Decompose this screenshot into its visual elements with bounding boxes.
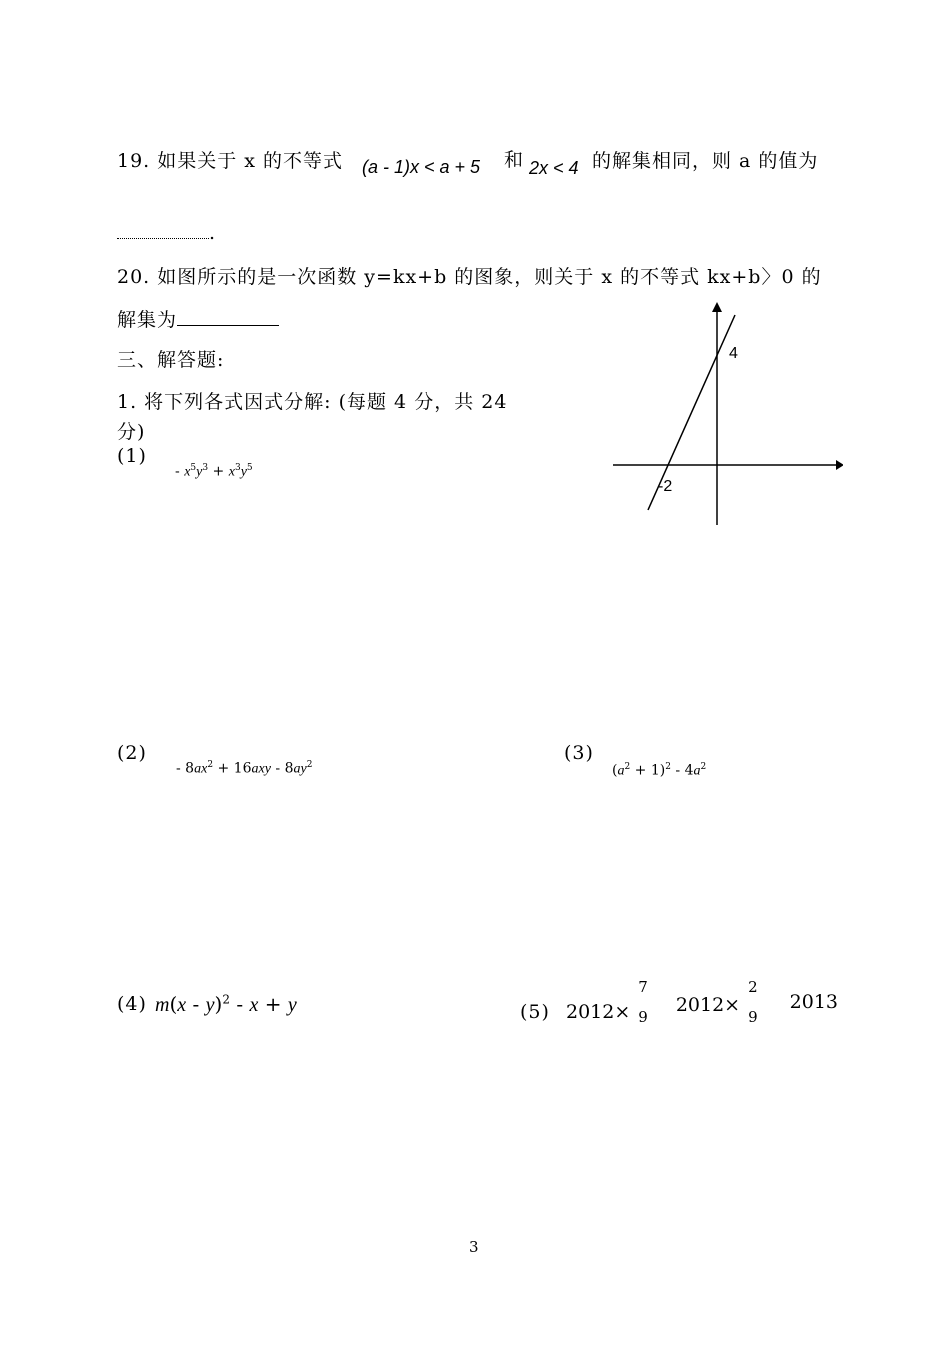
item-5-fraction-2-num: 2: [748, 978, 758, 996]
q19-blank: [117, 224, 209, 239]
item-5-fraction-1-num: 7: [638, 978, 648, 996]
label-x-intercept: -2: [658, 478, 673, 495]
item-1-expression: - $x^5y^3 + x^3y^5$: [175, 463, 253, 480]
label-y-intercept: 4: [729, 345, 738, 362]
item-5-fraction-1: [638, 978, 648, 1026]
q19-inequality-1: (a - 1)x < a + 5: [362, 157, 481, 177]
q19-prefix: 19. 如果关于 x 的不等式: [117, 150, 344, 172]
q20-line-2-text: 解集为: [117, 309, 178, 331]
q19-inequality-2: 2x < 4: [529, 158, 579, 178]
q19-suffix: 的解集相同，则 a 的值为: [592, 150, 819, 172]
linear-function-graph: [608, 300, 843, 530]
item-4-label: (4): [117, 993, 147, 1015]
item-5-term-a: 2012×: [566, 1001, 631, 1023]
q19-answer-line: [117, 222, 216, 244]
item-1-label: (1): [117, 445, 147, 467]
q20-blank: [177, 311, 279, 326]
item-5-expression: [566, 978, 838, 1026]
problem-1-intro-line-2: 分): [117, 421, 146, 443]
problem-1-intro-line-1: 1. 将下列各式因式分解: (每题 4 分，共 24: [117, 391, 508, 413]
page-number: 3: [469, 1238, 479, 1256]
item-5-term-c: 2013: [789, 991, 839, 1013]
item-2-label: (2): [117, 742, 147, 764]
y-axis-arrow-icon: [712, 302, 722, 312]
item-5-term-b: 2012×: [675, 994, 741, 1016]
q19-end: .: [209, 222, 217, 244]
q20-line-2: [117, 305, 279, 332]
item-5-label: (5): [520, 1001, 550, 1023]
q20-line-1: 20. 如图所示的是一次函数 y=kx+b 的图象，则关于 x 的不等式 kx+b〉0 的: [117, 266, 822, 288]
item-5-fraction-1-den: 9: [638, 1008, 648, 1026]
q19-connector: 和: [504, 149, 525, 171]
item-3-label: (3): [564, 742, 594, 764]
item-4-expression: m(x - y)$^2$ - x + y: [155, 992, 297, 1016]
item-3-expression: $(a^2 + 1)^2 - 4a^2$: [612, 762, 707, 779]
item-5-fraction-2: [748, 978, 758, 1026]
item-2-expression: - $8ax^2 + 16axy - 8ay^2$: [176, 760, 313, 777]
x-axis-arrow-icon: [836, 460, 843, 470]
section-3-heading: 三、解答题:: [117, 349, 225, 371]
item-5-fraction-2-den: 9: [748, 1008, 758, 1026]
